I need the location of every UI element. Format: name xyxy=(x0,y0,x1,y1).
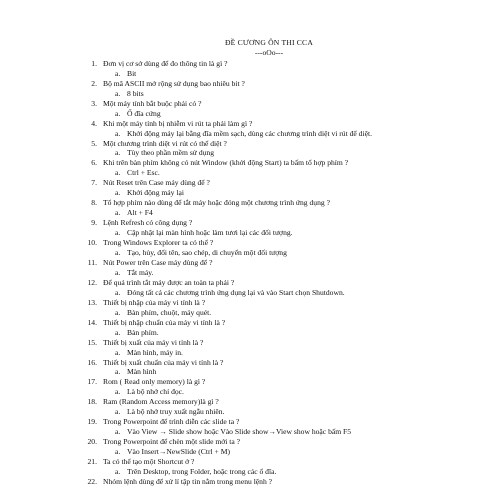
answer-text: Đóng tất cả các chương trình ứng dụng lại và vào Start chọn Shutdown. xyxy=(127,287,345,297)
question-item xyxy=(83,358,465,368)
answer-letter: a. xyxy=(115,367,121,377)
question-item xyxy=(83,59,465,69)
question-list xyxy=(83,59,465,487)
question-text: Rom ( Read only memory) là gì ? xyxy=(103,377,206,387)
question-number: 22. xyxy=(87,476,97,486)
answer-text: Bit xyxy=(127,68,137,78)
question-text: Đơn vị cơ sở dùng để đo thông tin là gì ? xyxy=(103,58,228,68)
question-item xyxy=(83,437,465,447)
answer-item xyxy=(83,188,465,198)
question-text: Để quá trình tắt máy được an toàn ta phải ? xyxy=(103,277,235,287)
question-text: Ta có thể tạo một Shortcut ở ? xyxy=(103,457,195,467)
question-item xyxy=(83,99,465,109)
question-item xyxy=(83,298,465,308)
question-number: 19. xyxy=(87,417,97,427)
question-text: Trong Powerpoint để trình diễn các slide ta ? xyxy=(103,417,240,427)
document-subtitle: ---oOo--- xyxy=(254,47,284,57)
question-item xyxy=(83,198,465,208)
answer-text: Tạo, hủy, đổi tên, sao chép, di chuyển một đối tượng xyxy=(127,248,287,258)
answer-item xyxy=(83,447,465,457)
answer-letter: a. xyxy=(115,128,121,138)
question-item xyxy=(83,218,465,228)
question-item xyxy=(83,338,465,348)
question-number: 2. xyxy=(91,78,97,88)
question-number: 4. xyxy=(91,118,97,128)
answer-letter: a. xyxy=(115,168,121,178)
answer-letter: a. xyxy=(115,88,121,98)
answer-item xyxy=(83,367,465,377)
answer-item xyxy=(83,148,465,158)
question-item xyxy=(83,238,465,248)
answer-letter: a. xyxy=(115,407,121,417)
answer-item xyxy=(83,407,465,417)
question-text: Nút Power trên Case máy dùng để ? xyxy=(103,257,213,267)
question-number: 3. xyxy=(91,98,97,108)
question-number: 11. xyxy=(87,257,97,267)
answer-letter: a. xyxy=(115,287,121,297)
answer-item xyxy=(83,69,465,79)
question-text: Thiết bị nhập chuẩn của máy vi tính là ? xyxy=(103,317,226,327)
question-text: Ram (Random Access memory)là gì ? xyxy=(103,397,219,407)
question-text: Lệnh Refresh có công dụng ? xyxy=(103,218,193,228)
question-text: Trong Windows Explorer ta có thể ? xyxy=(103,238,214,248)
answer-item xyxy=(83,168,465,178)
question-text: Trong Powerpoint để chèn một slide mới ta ? xyxy=(103,437,241,447)
question-number: 18. xyxy=(87,397,97,407)
answer-item xyxy=(83,288,465,298)
question-item xyxy=(83,397,465,407)
question-text: Bộ mã ASCII mở rộng sử dụng bao nhiêu bit ? xyxy=(103,78,245,88)
answer-item xyxy=(83,268,465,278)
answer-text: Màn hình xyxy=(127,367,157,377)
question-item xyxy=(83,158,465,168)
answer-item xyxy=(83,129,465,139)
answer-letter: a. xyxy=(115,208,121,218)
answer-item xyxy=(83,228,465,238)
question-number: 1. xyxy=(91,58,97,68)
answer-text: 8 bits xyxy=(127,88,144,98)
question-number: 9. xyxy=(91,218,97,228)
question-text: Nút Reset trên Case máy dùng để ? xyxy=(103,178,210,188)
answer-item xyxy=(83,427,465,437)
question-number: 10. xyxy=(87,238,97,248)
question-number: 17. xyxy=(87,377,97,387)
answer-text: Khởi động máy lại bằng đĩa mềm sạch, dùng các chương trình diệt vi rút để diệt. xyxy=(127,128,372,138)
question-item xyxy=(83,377,465,387)
answer-text: Cập nhật lại màn hình hoặc làm tươi lại các đối tượng. xyxy=(127,228,293,238)
answer-text: Là bộ nhớ chỉ đọc. xyxy=(127,387,184,397)
question-number: 20. xyxy=(87,437,97,447)
answer-text: Tùy theo phần mềm sử dụng xyxy=(127,148,215,158)
answer-item xyxy=(83,208,465,218)
answer-item xyxy=(83,387,465,397)
question-number: 21. xyxy=(87,457,97,467)
answer-text: Khởi động máy lại xyxy=(127,188,184,198)
question-item xyxy=(83,79,465,89)
answer-letter: a. xyxy=(115,228,121,238)
answer-text: Bàn phím. xyxy=(127,327,159,337)
question-text: Thiết bị nhập của máy vi tính là ? xyxy=(103,297,206,307)
answer-letter: a. xyxy=(115,447,121,457)
question-number: 13. xyxy=(87,297,97,307)
question-item xyxy=(83,278,465,288)
answer-item xyxy=(83,328,465,338)
question-item xyxy=(83,119,465,129)
question-number: 12. xyxy=(87,277,97,287)
answer-letter: a. xyxy=(115,327,121,337)
question-item xyxy=(83,139,465,149)
question-text: Thiết bị xuất của máy vi tính là ? xyxy=(103,337,204,347)
answer-letter: a. xyxy=(115,347,121,357)
question-item xyxy=(83,477,465,487)
answer-letter: a. xyxy=(115,466,121,476)
answer-item xyxy=(83,109,465,119)
answer-item xyxy=(83,89,465,99)
question-text: Một chương trình diệt vi rút có thể diệt ? xyxy=(103,138,227,148)
answer-letter: a. xyxy=(115,427,121,437)
question-text: Tổ hợp phím nào dùng để tắt máy hoặc đóng một chương trình ứng dụng ? xyxy=(103,198,330,208)
question-item xyxy=(83,318,465,328)
answer-letter: a. xyxy=(115,148,121,158)
answer-text: Là bộ nhớ truy xuất ngẫu nhiên. xyxy=(127,407,225,417)
question-text: Thiết bị xuất chuẩn của máy vi tính là ? xyxy=(103,357,224,367)
answer-letter: a. xyxy=(115,108,121,118)
answer-letter: a. xyxy=(115,307,121,317)
answer-letter: a. xyxy=(115,68,121,78)
question-item xyxy=(83,457,465,467)
answer-text: Bàn phím, chuột, máy quét. xyxy=(127,307,212,317)
question-text: Nhóm lệnh dùng để xử lí tập tin nằm trong menu lệnh ? xyxy=(103,476,273,486)
question-number: 14. xyxy=(87,317,97,327)
question-number: 16. xyxy=(87,357,97,367)
answer-text: Alt + F4 xyxy=(127,208,153,218)
answer-text: Tắt máy. xyxy=(127,267,154,277)
answer-text: Vào View → Slide show hoặc Vào Slide show→View show hoặc bấm F5 xyxy=(127,427,352,437)
answer-letter: a. xyxy=(115,267,121,277)
question-item xyxy=(83,417,465,427)
question-text: Khi một máy tính bị nhiễm vi rút ta phải làm gì ? xyxy=(103,118,253,128)
answer-text: Vào Insert→NewSlide (Ctrl + M) xyxy=(127,447,230,457)
question-text: Một máy tính bắt buộc phải có ? xyxy=(103,98,202,108)
question-number: 5. xyxy=(91,138,97,148)
document-title: ĐỀ CƯƠNG ÔN THI CCA xyxy=(224,38,314,47)
answer-text: Ổ đĩa cứng xyxy=(127,108,161,118)
question-number: 7. xyxy=(91,178,97,188)
answer-text: Trên Desktop, trong Folder, hoặc trong các ổ đĩa. xyxy=(127,466,277,476)
answer-text: Màn hình, máy in. xyxy=(127,347,183,357)
answer-letter: a. xyxy=(115,387,121,397)
answer-text: Ctrl + Esc. xyxy=(127,168,160,178)
answer-item xyxy=(83,308,465,318)
question-item xyxy=(83,178,465,188)
answer-item xyxy=(83,248,465,258)
question-number: 15. xyxy=(87,337,97,347)
answer-item xyxy=(83,348,465,358)
question-number: 6. xyxy=(91,158,97,168)
answer-letter: a. xyxy=(115,248,121,258)
question-number: 8. xyxy=(91,198,97,208)
answer-item xyxy=(83,467,465,477)
question-text: Khi trên bàn phím không có nút Window (khởi động Start) ta bấm tổ hợp phím ? xyxy=(103,158,349,168)
question-item xyxy=(83,258,465,268)
answer-letter: a. xyxy=(115,188,121,198)
